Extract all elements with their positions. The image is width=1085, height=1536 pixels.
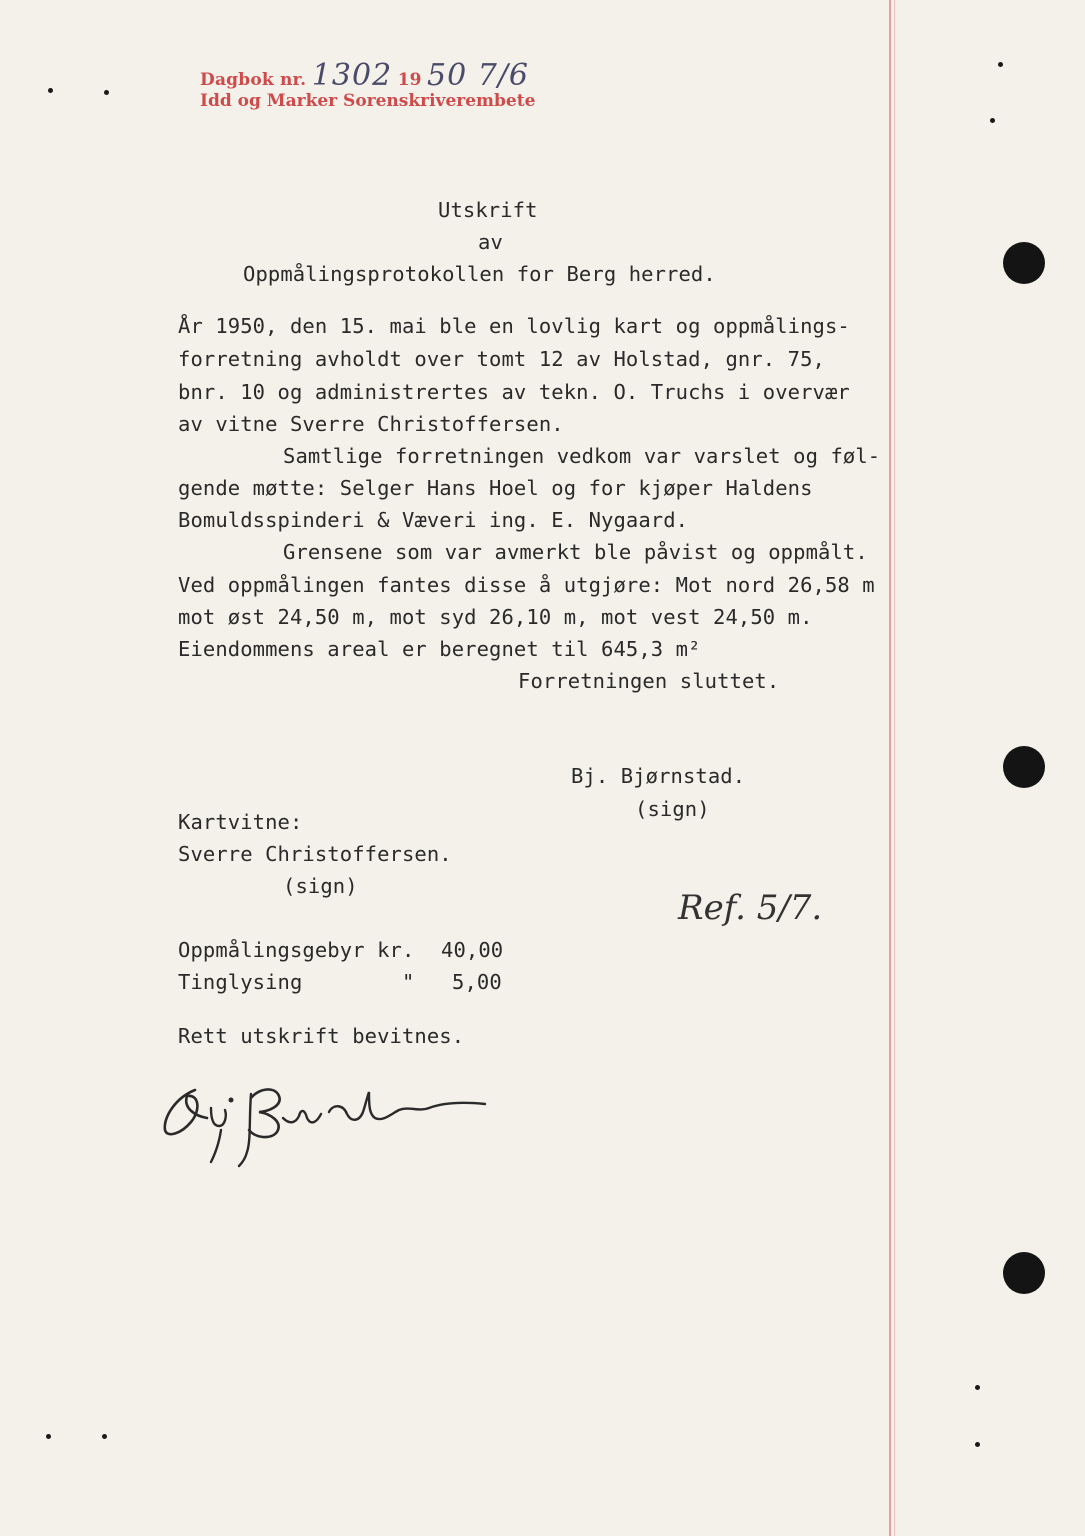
punch-hole bbox=[1003, 242, 1045, 284]
registry-stamp bbox=[200, 58, 535, 111]
handwritten-signature bbox=[155, 1068, 535, 1168]
speck bbox=[104, 90, 109, 95]
heading-line-1: Utskrift bbox=[438, 198, 538, 222]
speck bbox=[998, 62, 1003, 67]
body-line: av vitne Sverre Christoffersen. bbox=[178, 412, 564, 436]
stamp-year-prefix: 19 bbox=[397, 70, 422, 90]
speck bbox=[102, 1434, 107, 1439]
signer-sign: (sign) bbox=[635, 797, 710, 821]
stamp-number: 1302 bbox=[311, 58, 393, 93]
stamp-prefix: Dagbok nr. bbox=[200, 70, 307, 90]
body-line: forretning avholdt over tomt 12 av Holstad, gnr. 75, bbox=[178, 347, 825, 371]
punch-hole bbox=[1003, 1252, 1045, 1294]
stamp-office: Idd og Marker Sorenskriverembete bbox=[200, 91, 536, 111]
body-line: Ved oppmålingen fantes disse å utgjøre: Mot nord 26,58 m bbox=[178, 573, 875, 597]
speck bbox=[46, 1434, 51, 1439]
body-line: Grensene som var avmerkt ble påvist og oppmålt. bbox=[283, 540, 868, 564]
speck bbox=[48, 88, 53, 93]
witness-sign: (sign) bbox=[283, 874, 358, 898]
body-line: bnr. 10 og administrertes av tekn. O. Truchs i overvær bbox=[178, 380, 850, 404]
witness-name: Sverre Christoffersen. bbox=[178, 842, 452, 866]
margin-line bbox=[889, 0, 891, 1536]
stamp-date: 50 7/6 bbox=[427, 58, 530, 93]
body-line: År 1950, den 15. mai ble en lovlig kart og oppmålings- bbox=[178, 314, 850, 338]
body-line-closing: Forretningen sluttet. bbox=[518, 669, 780, 693]
signer-name: Bj. Bjørnstad. bbox=[571, 764, 746, 788]
body-line: Samtlige forretningen vedkom var varslet og føl- bbox=[283, 444, 881, 468]
handwritten-initials: Ref. 5/7. bbox=[678, 888, 823, 928]
fee-amount: 40,00 bbox=[441, 938, 504, 962]
certification-text: Rett utskrift bevitnes. bbox=[178, 1024, 465, 1048]
fee-label: Tinglysing " bbox=[178, 970, 415, 994]
witness-label: Kartvitne: bbox=[178, 810, 303, 834]
body-line: Eiendommens areal er beregnet til 645,3 m² bbox=[178, 637, 701, 661]
speck bbox=[975, 1442, 980, 1447]
fee-label: Oppmålingsgebyr kr. bbox=[178, 938, 415, 962]
heading-line-2: av bbox=[478, 230, 503, 254]
fee-amount: 5,00 bbox=[452, 970, 502, 994]
punch-hole bbox=[1003, 746, 1045, 788]
speck bbox=[975, 1385, 980, 1390]
speck bbox=[990, 118, 995, 123]
body-line: mot øst 24,50 m, mot syd 26,10 m, mot vest 24,50 m. bbox=[178, 605, 813, 629]
heading-line-3: Oppmålingsprotokollen for Berg herred. bbox=[243, 262, 716, 286]
margin-line-secondary bbox=[894, 0, 895, 1536]
body-line: gende møtte: Selger Hans Hoel og for kjøper Haldens bbox=[178, 476, 813, 500]
body-line: Bomuldsspinderi & Væveri ing. E. Nygaard. bbox=[178, 508, 689, 532]
